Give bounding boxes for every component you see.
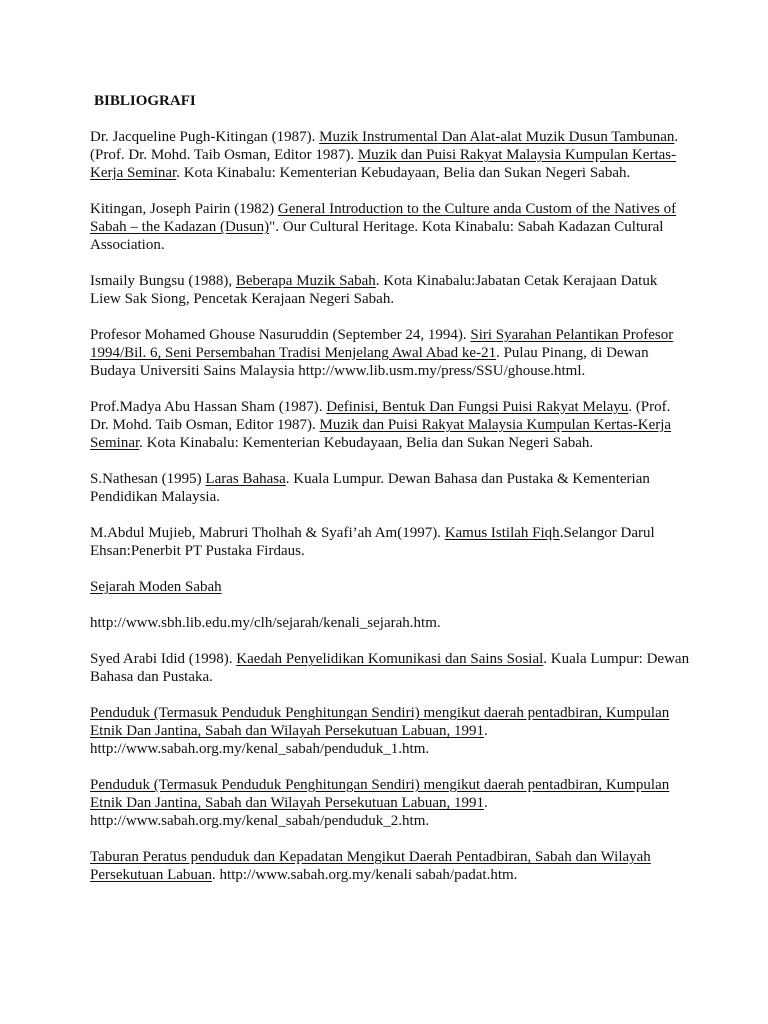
- entry-text: . Kota Kinabalu: Kementerian Kebudayaan, Belia dan Sukan Negeri Sabah.: [176, 165, 631, 181]
- bibliography-entry: [90, 200, 690, 254]
- entry-title-text: Kaedah Penyelidikan Komunikasi dan Sains Sosial: [236, 651, 544, 667]
- entry-text: ". Our Cultural Heritage. Kota Kinabalu: Sabah Kadazan Cultural Association.: [90, 219, 664, 253]
- bibliography-entry: [90, 524, 690, 560]
- entry-text: . http://www.sabah.org.my/kenali sabah/padat.htm.: [212, 867, 518, 883]
- entry-text: Prof.Madya Abu Hassan Sham (1987).: [90, 399, 327, 415]
- entry-text: . http://www.sabah.org.my/kenal_sabah/penduduk_1.htm.: [90, 723, 488, 757]
- bibliography-entry: [90, 326, 690, 380]
- bibliography-entry: [90, 704, 690, 758]
- bibliography-entry: [90, 614, 690, 632]
- entry-title-text: Kamus Istilah Fiqh: [444, 525, 560, 541]
- entry-text: Profesor Mohamed Ghouse Nasuruddin (September 24, 1994).: [90, 327, 471, 343]
- entry-title-text: Sejarah Moden Sabah: [90, 579, 222, 595]
- entry-title-text: Laras Bahasa: [205, 471, 286, 487]
- entry-title-text: Penduduk (Termasuk Penduduk Penghitungan Sendiri) mengikut daerah pentadbiran, Kumpulan Etnik Dan Jantina, Sabah dan Wilayah Persekutuan Labuan, 1991: [90, 777, 670, 811]
- entry-title-text: Muzik dan Puisi Rakyat Malaysia Kumpulan Kertas-Kerja Seminar: [90, 417, 672, 451]
- bibliography-entry: [90, 776, 690, 830]
- bibliography-list: [90, 128, 690, 884]
- entry-title-text: Muzik dan Puisi Rakyat Malaysia Kumpulan Kertas-Kerja Seminar: [90, 147, 677, 181]
- entry-text: Ismaily Bungsu (1988),: [90, 273, 236, 289]
- entry-title-text: Definisi, Bentuk Dan Fungsi Puisi Rakyat Melayu: [326, 399, 629, 415]
- page-title: BIBLIOGRAFI: [94, 93, 196, 109]
- entry-text: S.Nathesan (1995): [90, 471, 206, 487]
- entry-title-text: General Introduction to the Culture anda Custom of the Natives of Sabah – the Kadazan (Dusun): [90, 201, 677, 235]
- entry-title-text: Muzik Instrumental Dan Alat-alat Muzik Dusun Tambunan: [319, 129, 675, 145]
- entry-text: . Kuala Lumpur. Dewan Bahasa dan Pustaka & Kementerian Pendidikan Malaysia.: [90, 471, 650, 505]
- bibliography-entry: [90, 128, 690, 182]
- entry-title-text: Penduduk (Termasuk Penduduk Penghitungan Sendiri) mengikut daerah pentadbiran, Kumpulan Etnik Dan Jantina, Sabah dan Wilayah Persekutuan Labuan, 1991: [90, 705, 670, 739]
- document-page: [90, 91, 690, 902]
- entry-text: http://www.sbh.lib.edu.my/clh/sejarah/kenali_sejarah.htm.: [90, 615, 441, 631]
- entry-text: Kitingan, Joseph Pairin (1982): [90, 201, 278, 217]
- entry-text: Syed Arabi Idid (1998).: [90, 651, 237, 667]
- bibliography-entry: [90, 578, 690, 596]
- entry-text: . Kuala Lumpur: Dewan Bahasa dan Pustaka.: [90, 651, 690, 685]
- entry-text: . Pulau Pinang, di Dewan Budaya Universiti Sains Malaysia http://www.lib.usm.my/press/SSU/ghouse.html.: [90, 345, 649, 379]
- entry-title-text: Beberapa Muzik Sabah: [235, 273, 376, 289]
- entry-text: Dr. Jacqueline Pugh-Kitingan (1987).: [90, 129, 320, 145]
- entry-text: . Kota Kinabalu: Kementerian Kebudayaan, Belia dan Sukan Negeri Sabah.: [139, 435, 594, 451]
- entry-title-text: Taburan Peratus penduduk dan Kepadatan Mengikut Daerah Pentadbiran, Sabah dan Wilayah Persekutuan Labuan: [90, 849, 651, 883]
- entry-text: M.Abdul Mujieb, Mabruri Tholhah & Syafi’ah Am(1997).: [90, 525, 445, 541]
- entry-text: . http://www.sabah.org.my/kenal_sabah/penduduk_2.htm.: [90, 795, 488, 829]
- entry-text: . Kota Kinabalu:Jabatan Cetak Kerajaan Datuk Liew Sak Siong, Pencetak Kerajaan Negeri Sabah.: [90, 273, 658, 307]
- bibliography-entry: [90, 470, 690, 506]
- entry-text: .Selangor Darul Ehsan:Penerbit PT Pustaka Firdaus.: [90, 525, 655, 559]
- bibliography-entry: [90, 650, 690, 686]
- entry-text: . (Prof. Dr. Mohd. Taib Osman, Editor 1987).: [90, 129, 679, 163]
- bibliography-entry: [90, 272, 690, 308]
- bibliography-entry: [90, 398, 690, 452]
- entry-text: . (Prof. Dr. Mohd. Taib Osman, Editor 1987).: [90, 399, 671, 433]
- bibliography-entry: [90, 848, 690, 884]
- entry-title-text: Siri Syarahan Pelantikan Profesor 1994/Bil. 6, Seni Persembahan Tradisi Menjelang Awal Abad ke-21: [90, 327, 674, 361]
